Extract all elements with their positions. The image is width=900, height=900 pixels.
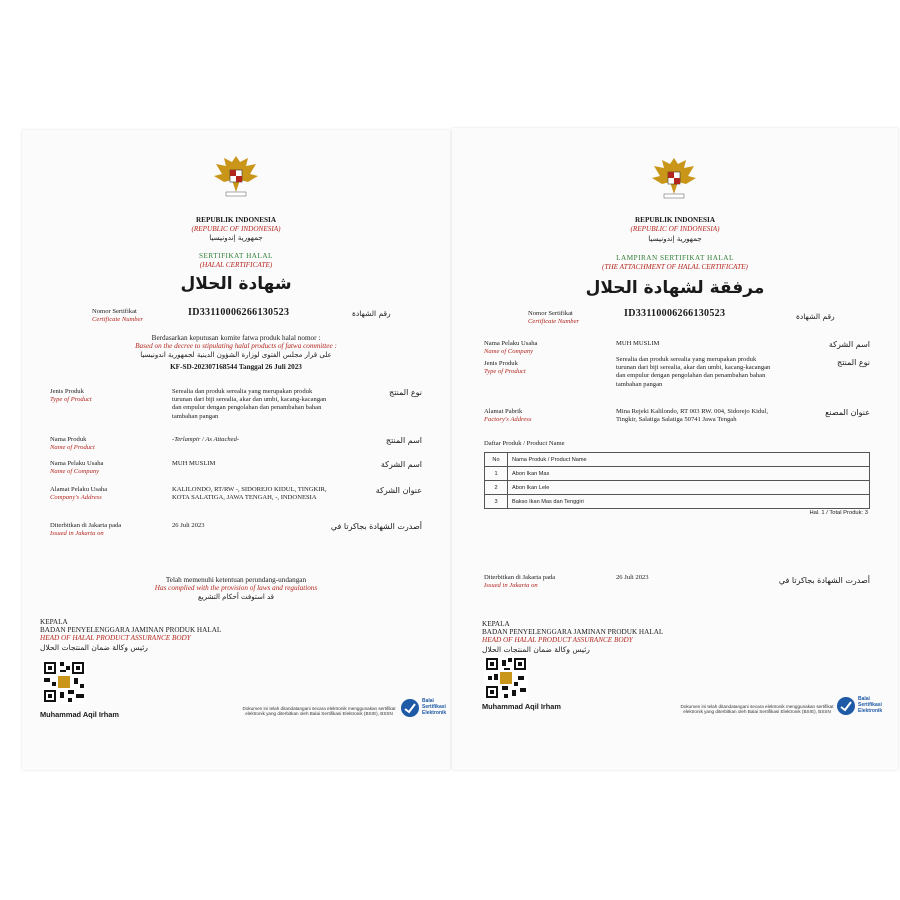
- issued-date: 26 Juli 2023: [616, 574, 649, 581]
- page-info: Hal. 1 / Total Produk: 3: [809, 510, 868, 516]
- company-name-label-ar: اسم الشركة: [828, 340, 870, 349]
- comply-text: Telah memenuhi ketentuan perundang-undangan: [165, 576, 307, 584]
- attachment-title-ar: مرفقة لشهادة الحلال: [585, 278, 765, 298]
- bsre-logo-icon: [400, 698, 420, 718]
- republic-heading-ar: جمهورية إندونيسيا: [648, 234, 702, 243]
- table-header-name: Nama Produk / Product Name: [508, 453, 870, 467]
- product-name: Abon Ikan Mas: [508, 467, 870, 481]
- signer-name: Muhammad Aqil Irham: [482, 702, 561, 711]
- cert-number: ID33110006266130523: [188, 307, 290, 318]
- issued-label-ar: أصدرت الشهادة بجاكرتا في: [330, 522, 422, 531]
- issued-label-ar: أصدرت الشهادة بجاكرتا في: [778, 576, 870, 585]
- republic-heading: REPUBLIK INDONESIA: [634, 216, 716, 224]
- attachment-title-en: (THE ATTACHMENT OF HALAL CERTIFICATE): [602, 263, 748, 271]
- product-type-label-ar: نوع المنتج: [837, 358, 870, 367]
- company-name-value: MUH MUSLIM: [616, 340, 660, 347]
- product-table: [484, 452, 870, 509]
- attachment-title: LAMPIRAN SERTIFIKAT HALAL: [616, 254, 734, 262]
- company-address-label-ar: عنوان الشركة: [375, 486, 422, 495]
- republic-heading-ar: جمهورية إندونيسيا: [209, 233, 263, 242]
- qr-code-icon: [484, 656, 528, 700]
- factory-address-label-ar: عنوان المصنع: [825, 408, 870, 417]
- company-name-label: Nama Pelaku Usaha Name of Company: [484, 340, 538, 355]
- cert-number-label: Nomor Sertifikat Certificate Number: [92, 308, 144, 323]
- table-header-row: [485, 453, 870, 467]
- issued-date: 26 Juli 2023: [172, 522, 205, 529]
- signer-name: Muhammad Aqil Irham: [40, 710, 119, 719]
- certificate-title-ar: شهادة الحلال: [180, 274, 292, 294]
- decree-text: Berdasarkan keputusan komite fatwa produk halal nomor :: [151, 334, 321, 342]
- company-name-value: MUH MUSLIM: [172, 460, 216, 467]
- table-row: [485, 481, 870, 495]
- garuda-emblem-icon: [210, 152, 262, 200]
- cert-number: ID33110006266130523: [624, 308, 726, 319]
- qr-code-icon: [42, 660, 86, 704]
- factory-address-label: Alamat Pabrik Factory's Address: [484, 408, 532, 423]
- company-name-label: Nama Pelaku Usaha Name of Company: [50, 460, 104, 475]
- bsre-note: Dokumen ini telah ditandatangani secara elektronik menggunakan sertifikat elektronik yang diterbitkan oleh Balai Sertifikasi Elektronik (BSrE), BSSN: [242, 706, 396, 716]
- republic-heading: REPUBLIK INDONESIA: [195, 216, 277, 224]
- head-agency: BADAN PENYELENGGARA JAMINAN PRODUK HALAL: [40, 626, 222, 634]
- bsre-logo-text: Balai Sertifikasi Elektronik: [858, 696, 883, 714]
- halal-certificate-page: [22, 130, 450, 770]
- decree-text-ar: على قرار مجلس الفتوى لوزارة الشؤون الدينية لجمهورية اندونيسيا: [140, 351, 332, 359]
- product-name: Bakso Ikan Mas dan Tenggiri: [508, 495, 870, 509]
- product-type-value: Serealia dan produk serealia yang merupakan produk turunan dari biji serealia, akar dan umbi, kacang-kacangan dan empulur dengan pengolahan dan penambahan bahan tambahan pangan: [616, 356, 771, 388]
- head-agency: BADAN PENYELENGGARA JAMINAN PRODUK HALAL: [482, 628, 664, 636]
- bsre-logo-icon: [836, 696, 856, 716]
- certificate-title: SERTIFIKAT HALAL: [199, 252, 273, 260]
- product-name: Abon Ikan Lele: [508, 481, 870, 495]
- table-row: [485, 495, 870, 509]
- republic-heading-en: (REPUBLIC OF INDONESIA): [630, 225, 720, 233]
- bsre-logo-text: Balai Sertifikasi Elektronik: [422, 698, 447, 716]
- head-agency-en: HEAD OF HALAL PRODUCT ASSURANCE BODY: [482, 636, 633, 644]
- head-agency-en: HEAD OF HALAL PRODUCT ASSURANCE BODY: [40, 634, 191, 642]
- company-address-label: Alamat Pelaku Usaha Company's Address: [50, 486, 108, 501]
- product-type-label: Jenis Produk Type of Product: [50, 388, 92, 403]
- head-agency-ar: رئيس وكالة ضمان المنتجات الحلال: [40, 643, 148, 652]
- cert-number-label-ar: رقم الشهادة: [796, 312, 835, 321]
- decree-text-en: Based on the decree to stipulating halal products of fatwa committee :: [135, 342, 337, 350]
- certificate-title-en: (HALAL CERTIFICATE): [199, 261, 273, 269]
- head-title: KEPALA: [482, 620, 510, 628]
- comply-text-en: Has complied with the provision of laws and regulations: [154, 584, 318, 592]
- head-title: KEPALA: [40, 618, 68, 626]
- issued-label: Diterbitkan di Jakarta pada Issued in Jakarta on: [50, 522, 122, 537]
- product-type-label-ar: نوع المنتج: [389, 388, 422, 397]
- product-name-label: Nama Produk Name of Product: [50, 436, 95, 451]
- comply-text-ar: قد استوفت أحكام التشريع: [197, 593, 275, 601]
- garuda-emblem-icon: [648, 154, 700, 202]
- republic-heading-en: (REPUBLIC OF INDONESIA): [191, 225, 281, 233]
- head-agency-ar: رئيس وكالة ضمان المنتجات الحلال: [482, 645, 590, 654]
- product-no: 3: [485, 495, 508, 509]
- company-name-label-ar: اسم الشركة: [380, 460, 422, 469]
- table-header-no: No: [485, 453, 508, 467]
- bsre-note: Dokumen ini telah ditandatangani secara elektronik menggunakan sertifikat elektronik yang diterbitkan oleh Balai Sertifikasi Elektronik (BSrE), BSSN: [680, 704, 834, 714]
- company-address-value: KALILONDO, RT/RW -, SIDOREJO KIDUL, TINGKIR, KOTA SALATIGA, JAWA TENGAH, -, INDONESIA: [172, 486, 327, 502]
- table-row: [485, 467, 870, 481]
- product-type-label: Jenis Produk Type of Product: [484, 360, 526, 375]
- product-name-label-ar: اسم المنتج: [385, 436, 422, 445]
- product-name-value: -Terlampir / As Attached-: [172, 436, 240, 443]
- cert-number-label-ar: رقم الشهادة: [352, 309, 391, 318]
- product-no: 2: [485, 481, 508, 495]
- product-no: 1: [485, 467, 508, 481]
- issued-label: Diterbitkan di Jakarta pada Issued in Jakarta on: [484, 574, 556, 589]
- product-list-title: Daftar Produk / Product Name: [484, 440, 565, 447]
- halal-certificate-attachment-page: [452, 128, 898, 770]
- product-type-value: Serealia dan produk serealia yang merupakan produk turunan dari biji serealia, akar dan umbi, kacang-kacangan dan empulur dengan pengolahan dan penambahan bahan tambahan pangan: [172, 388, 327, 420]
- cert-number-label: Nomor Sertifikat Certificate Number: [528, 310, 580, 325]
- factory-address-value: Mina Rejeki Kalilondo, RT 003 RW. 004, Sidorejo Kidul, Tingkir, Salatiga Salatiga 50741 Jawa Tengah: [616, 408, 768, 424]
- decree-number: KF-SD-202307168544 Tanggal 26 Juli 2023: [170, 363, 302, 371]
